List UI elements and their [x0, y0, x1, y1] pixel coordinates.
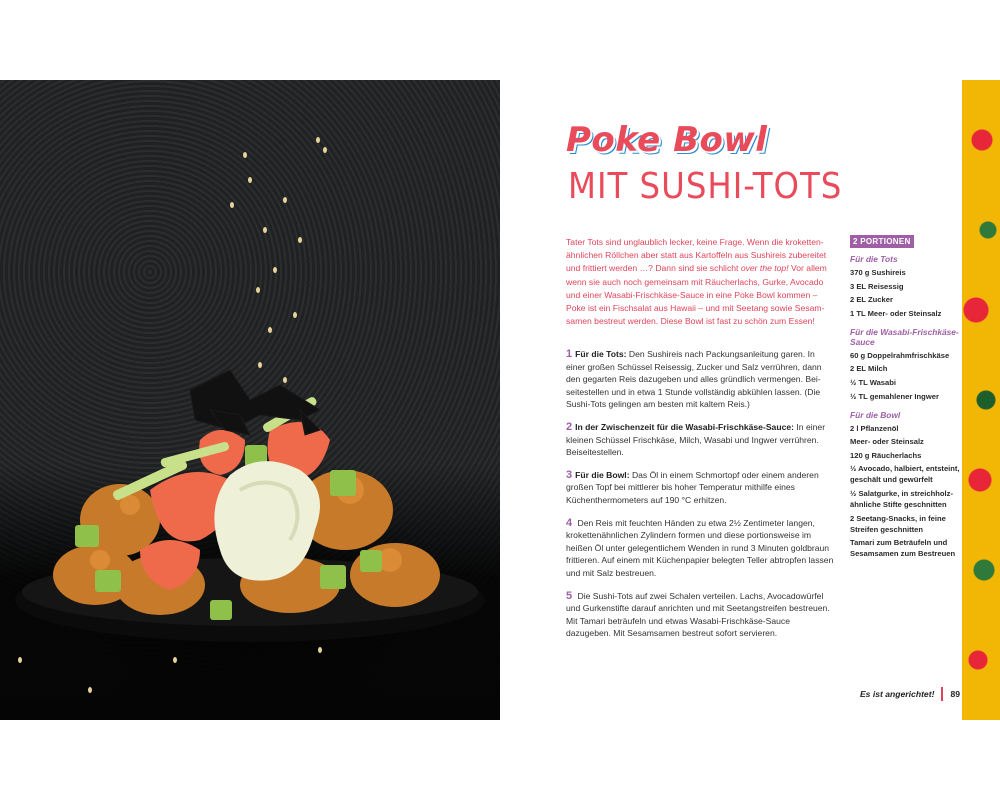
intro-text-1: Tater Tots sind unglaublich lecker, keine Frage. Wenn die krokettenähnlichen Röllchen aber statt aus Kartoffeln aus Sushireis zubereitet und frittiert werden …? Dann sind sie schlicht	[566, 237, 827, 274]
step-text: Den Sushireis nach Packungsanleitung garen. In einer großen Schüssel Reisessig, Zucker und Salz verrühren, dann den gegarten Reis dazugeben und alles gründlich vermengen. Beiseitestellen und in etwa 1 Stunde vollständig abkühlen lassen. (Die Sushi-Tots gelingen am besten mit kaltem Reis.)	[566, 349, 822, 410]
ingredient-item: Tamari zum Beträufeln und Sesamsamen zum Bestreuen	[850, 538, 956, 559]
step-3	[566, 469, 834, 507]
ingredient-item: 370 g Sushireis	[850, 268, 906, 277]
step-2	[566, 421, 834, 459]
step-lead: Für die Bowl:	[575, 469, 630, 480]
running-title: Es ist angerichtet!	[859, 689, 935, 699]
ingredient-item: 120 g Räucherlachs	[850, 450, 922, 460]
recipe-title-line2: MIT SUSHI-TOTS	[568, 166, 843, 207]
step-lead: Für die Tots:	[575, 349, 627, 359]
ingredient-item: 60 g Doppelrahmfrischkäse	[850, 350, 950, 360]
step-lead: In der Zwischenzeit für die Wasabi-Frischkäse-Sauce:	[575, 421, 795, 432]
step-number: 4	[566, 516, 573, 529]
step-1	[566, 348, 834, 411]
ingredients-column	[850, 235, 960, 567]
book-spread	[0, 80, 1000, 720]
ingredient-item: 2 l Pflanzenöl	[850, 423, 899, 433]
ingredient-group-sauce	[850, 327, 960, 402]
ingredient-heading: Für die Wasabi-Frischkäse-Sauce	[850, 326, 959, 347]
intro-text-2: Vor allem wenn sie auch noch gemeinsam mit Räucherlachs, Gurke, Avocado und einer Wasabi-Frischkäse-Sauce in eine Poke Bowl kommen – Poke ist ein Fischsalat aus Hawaii – und mit Seetang sowie Sesamsamen bestreut werden. Diese Bowl ist fast zu schön zum Essen!	[566, 263, 827, 327]
step-5	[566, 590, 834, 640]
step-text: Die Sushi-Tots auf zwei Schalen verteilen. Lachs, Avocadowürfel und Gurkenstifte darauf anrichten und mit Seetangstreifen bestreuen. Mit Tamari beträufeln und etwas Wasabi-Frischkäse-Sauce dazugeben. Mit Sesamsamen bestreut sofort servieren.	[566, 590, 830, 639]
recipe-title-line1: Poke Bowl	[566, 120, 768, 160]
ingredient-group-bowl	[850, 410, 960, 560]
step-number: 5	[566, 589, 573, 602]
step-number: 3	[566, 468, 573, 481]
recipe-intro	[566, 236, 834, 328]
footer-divider	[941, 687, 943, 701]
ingredient-item: 3 EL Reisessig	[850, 281, 904, 291]
ingredient-heading: Für die Tots	[850, 254, 898, 264]
portions-badge: 2 PORTIONEN	[850, 235, 914, 248]
ingredient-item: 1 TL Meer- oder Steinsalz	[850, 308, 942, 318]
ingredient-item: ½ TL gemahlener Ingwer	[850, 391, 939, 401]
poke-bowl-photo	[0, 80, 500, 720]
recipe-page	[500, 80, 1000, 720]
intro-text-emphasis: over the top!	[740, 263, 789, 274]
poke-bowl-illustration	[0, 80, 500, 720]
step-4	[566, 517, 834, 580]
step-text: Das Öl in einem Schmortopf oder einem anderen großen Topf bei mittlerer bis hoher Temperatur mithilfe eines Küchenthermometers auf 190 °C erhitzen.	[566, 469, 819, 505]
ingredient-item: 2 EL Zucker	[850, 295, 893, 305]
step-text: Den Reis mit feuchten Händen zu etwa 2½ Zentimeter langen, krokettenähnlichen Zylindern formen und diese portionsweise im heißen Öl unter gelegentlichem Wenden in rund 3 Minuten goldbraun frittieren. Auf einem mit Küchenpapier belegten Teller abtropfen lassen und mit Salz bestreuen.	[566, 517, 834, 578]
recipe-steps	[566, 348, 834, 650]
ingredient-item: ½ Salatgurke, in streichholzähnliche Stifte geschnitten	[850, 488, 953, 509]
step-number: 2	[566, 420, 573, 433]
page-number: 89	[950, 689, 960, 699]
ingredient-group-tots	[850, 254, 960, 319]
ingredient-item: 2 EL Milch	[850, 364, 888, 374]
ingredient-item: 2 Seetang-Snacks, in feine Streifen geschnitten	[850, 513, 946, 534]
ingredient-heading: Für die Bowl	[850, 409, 901, 420]
page-footer	[860, 687, 960, 701]
step-number: 1	[566, 348, 573, 360]
ingredient-item: ½ Avocado, halbiert, entsteint, geschält und gewürfelt	[850, 464, 960, 485]
ingredient-item: Meer- oder Steinsalz	[850, 437, 924, 447]
hawaiian-fabric-border	[962, 80, 1000, 720]
ingredient-item: ½ TL Wasabi	[850, 377, 896, 387]
step-text: In einer kleinen Schüssel Frischkäse, Milch, Wasabi und Ingwer verrühren. Beiseitestellen.	[566, 421, 826, 458]
